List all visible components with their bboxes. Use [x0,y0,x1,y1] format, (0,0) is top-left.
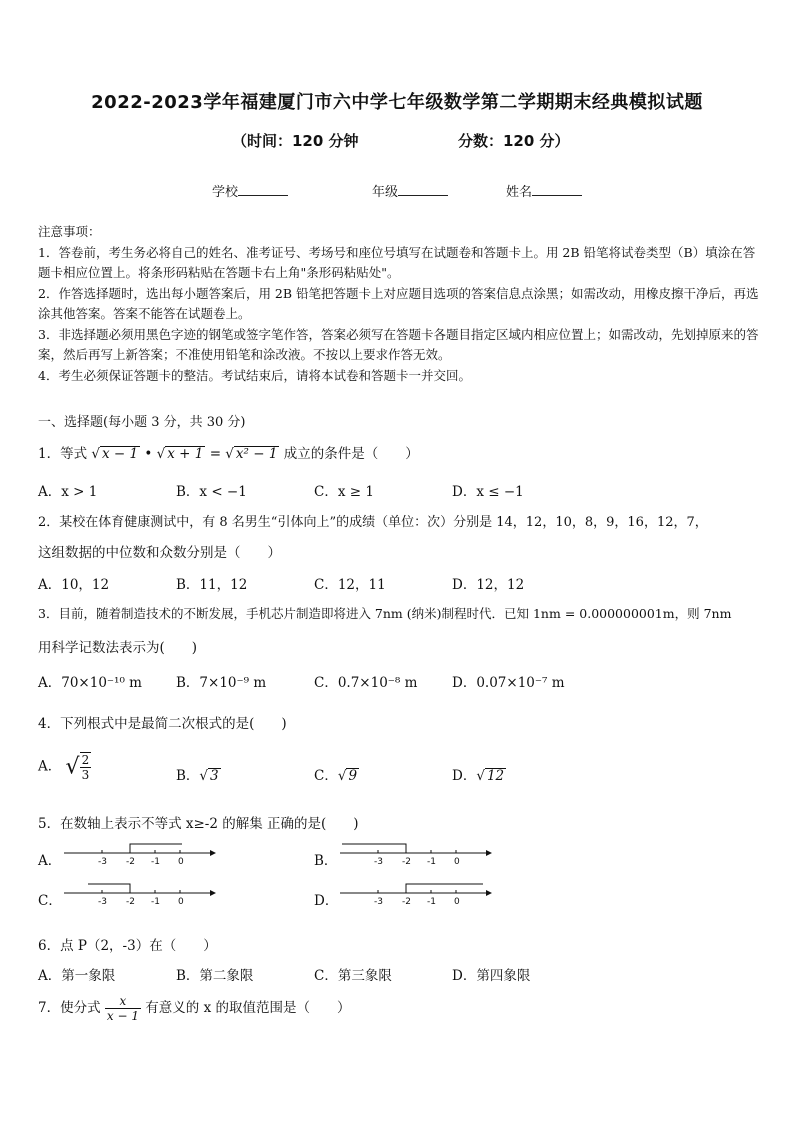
tick-label: -3 [374,857,383,867]
notes-block [38,222,760,386]
question-1: 1．等式 √ x − 1 • √ x + 1 = √ x² − 1 成立的条件是（ ） [38,446,419,462]
tick-label: 0 [454,897,460,907]
q6-option-b[interactable]: B．第二象限 [176,968,254,984]
q3-line-1: 3．目前，随着制造技术的不断发展，手机芯片制造即将进入 7nm (纳米)制程时代．已知 1nm = 0.000000001m，则 7nm [38,606,732,621]
tick-label: 0 [178,897,184,907]
number-line-c [62,880,218,910]
q4-option-d[interactable]: D．√ 12 [452,768,505,784]
tick-label: -3 [374,897,383,907]
q1-option-b[interactable]: B．x < −1 [176,484,247,500]
section-title: 一、选择题(每小题 3 分，共 30 分) [38,415,246,430]
q1-root-2: x + 1 [167,446,204,462]
q1-eq: = [209,446,221,462]
q1-option-c[interactable]: C．x ≥ 1 [314,484,374,500]
q2-option-d[interactable]: D．12，12 [452,577,525,593]
q6-option-a[interactable]: A．第一象限 [38,968,116,984]
q5-text: 5．在数轴上表示不等式 x≥-2 的解集 正确的是( ) [38,816,359,832]
q2-option-b[interactable]: B．11，12 [176,577,248,593]
tick-label: 0 [178,857,184,867]
school-field[interactable]: 学校 [212,181,288,200]
q6-option-d[interactable]: D．第四象限 [452,968,531,984]
tick-label: 0 [454,857,460,867]
tick-label: -3 [98,857,107,867]
q4-option-c[interactable]: C．√ 9 [314,768,358,784]
tick-label: -1 [427,897,436,907]
q1-root-1: x − 1 [102,446,139,462]
q4-text: 4．下列根式中是最简二次根式的是( ) [38,716,287,732]
q1-dot: • [144,446,153,462]
note-item: 4．考生必须保证答题卡的整洁。考试结束后，请将本试卷和答题卡一并交回。 [38,367,471,383]
q3-option-c[interactable]: C．0.7×10⁻⁸ m [314,675,418,691]
tick-label: -1 [151,897,160,907]
notes-title: 注意事项： [38,224,101,239]
note-item: 2．作答选择题时，选出每小题答案后，用 2B 铅笔把答题卡上对应题目选项的答案信息点涂黑；如需改动，用橡皮擦干净后，再选涂其他答案。答案不能答在试题卷上。 [38,285,759,321]
q5-option-a[interactable]: A． [38,853,62,869]
question-7 [38,994,350,1023]
q2-line-1: 2．某校在体育健康测试中，有 8 名男生“引体向上”的成绩（单位：次）分别是 14，12，10，8，9，16，12，7， [38,515,708,530]
q2-option-c[interactable]: C．12，11 [314,577,386,593]
q6-option-c[interactable]: C．第三象限 [314,968,392,984]
tick-label: -1 [151,857,160,867]
q3-option-b[interactable]: B．7×10⁻⁹ m [176,675,267,691]
q4-a-denominator: 3 [81,768,90,782]
number-line-b [338,840,494,870]
exam-score: 分数：120 分） [458,132,570,150]
q3-line-2: 用科学记数法表示为( ) [38,640,198,656]
page-title: 2022-2023学年福建厦门市六中学七年级数学第二学期期末经典模拟试题 [91,92,703,113]
q4-a-numerator: 2 [81,753,90,767]
q2-line-2: 这组数据的中位数和众数分别是（ ） [38,545,281,561]
tick-label: -2 [126,857,135,867]
tick-label: -2 [402,897,411,907]
q5-option-d[interactable]: D． [314,893,339,909]
q3-option-a[interactable]: A．70×10⁻¹⁰ m [38,675,142,691]
q1-suffix: 成立的条件是（ ） [283,446,419,462]
number-line-a [62,840,218,870]
q7-prefix: 7．使分式 [38,1000,101,1016]
q7-suffix: 有意义的 x 的取值范围是（ ） [145,1000,351,1016]
tick-label: -1 [427,857,436,867]
q5-option-b[interactable]: B． [314,853,338,869]
q2-option-a[interactable]: A．10，12 [38,577,110,593]
q1-option-d[interactable]: D．x ≤ −1 [452,484,524,500]
name-field[interactable]: 姓名 [506,181,582,200]
q5-option-c[interactable]: C． [38,893,62,909]
exam-time: （时间：120 分钟 [232,132,359,150]
note-item: 1．答卷前，考生务必将自己的姓名、准考证号、考场号和座位号填写在试题卷和答题卡上。用 2B 铅笔将试卷类型（B）填涂在答题卡相应位置上。将条形码粘贴在答题卡右上角"条形码粘贴处"。 [38,244,756,280]
q1-root-3: x² − 1 [235,446,278,462]
q4-option-b[interactable]: B．√ 3 [176,768,219,784]
q1-option-a[interactable]: A．x > 1 [38,484,98,500]
q6-text: 6．点 P（2，-3）在（ ） [38,938,217,954]
q3-option-d[interactable]: D．0.07×10⁻⁷ m [452,675,565,691]
tick-label: -2 [126,897,135,907]
tick-label: -3 [98,897,107,907]
tick-label: -2 [402,857,411,867]
q7-fraction: $\frac{x}{x - 1}$ [106,994,139,1023]
q1-prefix: 1．等式 [38,446,88,462]
grade-field[interactable]: 年级 [372,181,448,200]
q4-option-a[interactable]: A． √ $\frac{2}{3}$ [38,753,90,782]
number-line-d [338,880,494,910]
note-item: 3．非选择题必须用黑色字迹的钢笔或签字笔作答，答案必须写在答题卡各题目指定区域内相应位置上；如需改动，先划掉原来的答案，然后再写上新答案；不准使用铅笔和涂改液。不按以上要求作答无效。 [38,326,759,362]
